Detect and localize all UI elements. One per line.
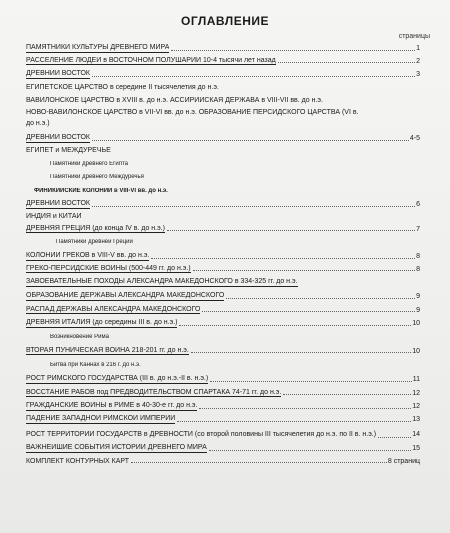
toc-entry-title: ДРЕВНИЙ ВОСТОК [26,134,90,142]
dot-leader [171,50,415,51]
toc-entry [26,415,420,424]
toc-entry-title: ГРЕКО-ПЕРСИДСКИЕ ВОЙНЫ (500-449 гг. до н.э.) [26,264,191,272]
toc-entry [26,292,420,301]
toc-entry [26,265,420,274]
toc-entry [26,402,420,411]
toc-entry [26,458,420,466]
toc-entry [26,444,420,453]
toc-entry-page: 6 [416,201,420,209]
toc-entry [26,252,420,261]
toc-entry [26,375,420,384]
toc-entry-page: 10 [412,347,420,355]
toc-entry-page: 14 [412,430,420,438]
toc-entry [26,97,420,105]
toc-entry-title: ЗАВОЕВАТЕЛЬНЫЕ ПОХОДЫ АЛЕКСАНДРА МАКЕДОНСКОГО в 334-325 гг. до н.э. [26,278,298,286]
toc-entry-title: Возникновение Рима [50,334,109,341]
toc-subentry [26,174,420,181]
toc-entry-title: ИНДИЯ и КИТАЙ [26,212,82,220]
toc-entry-title: Памятники древней Греции [56,239,133,246]
toc-entry-title: ВАВИЛОНСКОЕ ЦАРСТВО в XVIII в. до н.э. АССИРИЙСКАЯ ДЕРЖАВА в VIII-VII вв. до н.э. [26,96,323,104]
toc-entry-page: 2 [416,57,420,65]
toc-entry [26,84,420,92]
dot-leader [226,298,415,299]
dot-leader [283,394,411,395]
toc-entry-title: КОМПЛЕКТ КОНТУРНЫХ КАРТ [26,457,130,465]
toc-entry [26,70,420,79]
toc-entry-page: 8 [416,252,420,260]
page-title: ОГЛАВЛЕНИЕ [180,14,269,28]
toc-entry-title: РАССЕЛЕНИЕ ЛЮДЕЙ в ВОСТОЧНОМ ПОЛУШАРИИ 10-4 тысячи лет назад [26,56,276,64]
toc-entry [26,389,420,398]
toc-entry [26,44,420,53]
toc-entry [26,134,420,143]
toc-entry-page: 1 [416,45,420,52]
toc-entry [26,57,420,66]
toc-entry-title: ДРЕВНЯЯ ИТАЛИЯ (до середины III в. до н.э.) [26,319,178,327]
toc-entry-title: РАСПАД ДЕРЖАВЫ АЛЕКСАНДРА МАКЕДОНСКОГО [26,305,201,313]
dot-leader [92,140,409,141]
toc-entry-title: ПАДЕНИЕ ЗАПАДНОЙ РИМСКОЙ ИМПЕРИИ [26,415,176,422]
toc-entry-page: 15 [412,444,420,452]
toc-subentry [26,362,420,369]
toc-entry-title: Памятники древнего Междуречья [50,174,144,181]
toc-entry-title: ОБРАЗОВАНИЕ ДЕРЖАВЫ АЛЕКСАНДРА МАКЕДОНСКОГО [26,292,225,299]
toc-entry-page: 9 [416,306,420,314]
toc-entry [26,213,420,221]
toc-entry-page: 13 [412,416,420,423]
toc-subentry [26,334,420,341]
dot-leader [167,230,415,231]
table-of-contents [26,41,420,465]
toc-entry-page: 7 [416,225,420,233]
toc-entry [26,188,420,195]
dot-leader [278,62,415,63]
toc-entry [26,306,420,315]
toc-entry-page: 11 [412,375,420,383]
dot-leader [191,352,411,353]
toc-entry-page: 12 [412,389,420,397]
toc-entry-title: ЕГИПЕТ и МЕЖДУРЕЧЬЕ [26,146,111,154]
toc-entry-page: 8 страниц [387,457,420,465]
toc-entry-title: РОСТ РИМСКОГО ГОСУДАРСТВА (III в. до н.э.-II в. н.э.) [26,374,209,382]
toc-entry-title: ЕГИПЕТСКОЕ ЦАРСТВО в середине II тысячелетия до н.э. [26,84,219,92]
toc-entry-page: 10 [412,320,420,328]
pages-column-header: страницы [398,33,430,40]
dot-leader [193,270,415,271]
dot-leader [151,258,415,259]
toc-subentry [26,161,420,168]
toc-entry-title: ВТОРАЯ ПУНИЧЕСКАЯ ВОЙНА 218-201 гг. до н.э. [26,346,189,354]
toc-entry [26,319,420,328]
toc-entry-title: Памятники древнего Египта [50,160,128,167]
toc-entry-title: КОЛОНИИ ГРЕКОВ в VIII-V вв. до н.э. [26,251,150,259]
toc-entry [26,200,420,209]
toc-entry-title: ДРЕВНИЙ ВОСТОК [26,70,90,78]
toc-entry-title: ДРЕВНЯЯ ГРЕЦИЯ (до конца IV в. до н.э.) [26,224,165,232]
dot-leader [179,325,411,326]
toc-entry [26,108,366,130]
toc-entry-page: 8 [416,265,420,273]
dot-leader [210,381,412,382]
toc-entry [26,347,420,356]
toc-entry-page: 12 [412,403,420,411]
toc-entry [26,225,420,234]
toc-entry-title: НОВО-ВАВИЛОНСКОЕ ЦАРСТВО в VII-VI вв. до н.э. ОБРАЗОВАНИЕ ПЕРСИДСКОГО ЦАРСТВА (VI в. до н.э.) [26,109,359,128]
toc-entry-page: 9 [416,293,420,300]
toc-entry-title: ГРАЖДАНСКИЕ ВОЙНЫ в РИМЕ в 40-30-е гг. до н.э. [26,402,198,410]
toc-entry-title: ДРЕВНИЙ ВОСТОК [26,200,90,208]
toc-entry-page: 4-5 [409,135,420,143]
dot-leader [92,76,415,77]
dot-leader [177,421,411,422]
dot-leader [202,311,415,312]
dot-leader [199,408,411,409]
toc-entry-title: Битва при Каннах в 216 г. до н.э. [50,362,141,369]
toc-entry [26,278,420,287]
dot-leader [131,462,387,463]
toc-entry-title: ФИНИКИЙСКИЕ КОЛОНИИ в VIII-VI вв. до н.э. [34,187,168,194]
toc-entry-page: 3 [416,71,420,79]
toc-entry-title: ВОССТАНИЕ РАБОВ под ПРЕДВОДИТЕЛЬСТВОМ СПАРТАКА 74-71 гг. до н.э. [26,388,282,396]
dot-leader [209,450,411,451]
dot-leader [92,206,415,207]
toc-subentry [26,239,420,246]
toc-entry [26,429,420,440]
toc-entry-title: ВАЖНЕЙШИЕ СОБЫТИЯ ИСТОРИИ ДРЕВНЕГО МИРА [26,443,207,451]
toc-entry-title: ПАМЯТНИКИ КУЛЬТУРЫ ДРЕВНЕГО МИРА [26,44,170,51]
toc-entry-title: РОСТ ТЕРРИТОРИИ ГОСУДАРСТВ в ДРЕВНОСТИ (со второй половины III тысячелетия до н.э. по II в. н.э.) [26,430,377,438]
toc-entry [26,147,420,155]
dot-leader [378,437,411,438]
